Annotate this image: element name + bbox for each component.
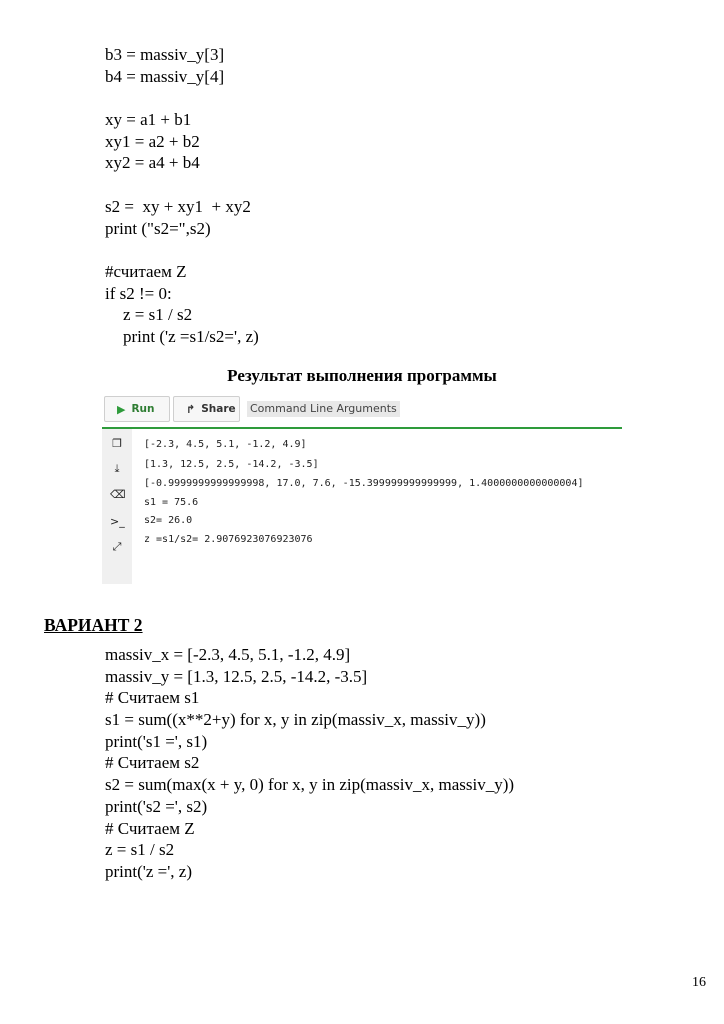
terminal-icon[interactable]: >_ bbox=[110, 515, 125, 528]
code-line: b4 = massiv_y[4] bbox=[105, 66, 225, 86]
code-line: s2 = sum(max(x + y, 0) for x, y in zip(massiv_x, massiv_y)) bbox=[105, 775, 515, 795]
share-icon: ↱ bbox=[186, 402, 196, 416]
code-line: print ("s2=",s2) bbox=[105, 218, 211, 238]
run-button[interactable] bbox=[104, 396, 170, 422]
code-line: s1 = sum((x**2+y) for x, y in zip(massiv_x, massiv_y)) bbox=[105, 710, 486, 730]
code-line: print ('z =s1/s2=', z) bbox=[123, 326, 259, 346]
output-line: z =s1/s2= 2.9076923076923076 bbox=[144, 534, 313, 545]
output-line: s2= 26.0 bbox=[144, 515, 193, 526]
page-number: 16 bbox=[692, 975, 706, 990]
code-block-2 bbox=[105, 644, 514, 883]
share-button[interactable] bbox=[173, 396, 240, 422]
copy-icon[interactable]: ❐ bbox=[112, 437, 122, 450]
expand-icon[interactable]: ⤢ bbox=[112, 540, 122, 553]
blank-line bbox=[105, 239, 259, 261]
download-icon[interactable]: ⤓ bbox=[114, 462, 120, 475]
code-block-1 bbox=[105, 44, 259, 348]
code-line: z = s1 / s2 bbox=[105, 840, 175, 860]
blank-line bbox=[105, 87, 259, 109]
output-console bbox=[132, 429, 622, 584]
code-line: #считаем Z bbox=[105, 261, 187, 281]
code-line: s2 = xy + xy1 + xy2 bbox=[105, 196, 251, 216]
toolbar bbox=[102, 392, 622, 429]
run-label: Run bbox=[131, 403, 155, 415]
code-line: xy2 = a4 + b4 bbox=[105, 153, 200, 173]
code-line: z = s1 / s2 bbox=[123, 305, 193, 325]
output-line: [-0.9999999999999998, 17.0, 7.6, -15.399999999999999, 1.4000000000000004] bbox=[144, 478, 584, 489]
output-line: [-2.3, 4.5, 5.1, -1.2, 4.9] bbox=[144, 439, 307, 450]
code-line: # Считаем s2 bbox=[105, 753, 200, 773]
output-line: [1.3, 12.5, 2.5, -14.2, -3.5] bbox=[144, 459, 319, 470]
output-line: s1 = 75.6 bbox=[144, 497, 199, 508]
code-line: xy1 = a2 + b2 bbox=[105, 131, 200, 151]
code-line: b3 = massiv_y[3] bbox=[105, 45, 225, 64]
section-heading: ВАРИАНТ 2 bbox=[44, 615, 143, 635]
side-toolbar bbox=[102, 429, 132, 584]
blank-line bbox=[105, 174, 259, 196]
code-line: # Считаем Z bbox=[105, 818, 195, 838]
code-line: print('s1 =', s1) bbox=[105, 731, 208, 751]
code-line: if s2 != 0: bbox=[105, 283, 172, 303]
result-caption-text: Результат выполнения программы bbox=[227, 366, 497, 385]
result-caption bbox=[0, 366, 724, 386]
code-line: print('s2 =', s2) bbox=[105, 796, 208, 816]
code-line: print('z =', z) bbox=[105, 861, 192, 881]
compiler-screenshot bbox=[102, 392, 622, 584]
code-line: # Считаем s1 bbox=[105, 688, 200, 708]
code-line: massiv_x = [-2.3, 4.5, 5.1, -1.2, 4.9] bbox=[105, 645, 351, 664]
share-label: Share bbox=[201, 403, 236, 415]
code-line: xy = a1 + b1 bbox=[105, 110, 192, 130]
play-icon: ▶ bbox=[117, 402, 126, 416]
command-line-arguments-input[interactable]: Command Line Arguments bbox=[247, 401, 400, 417]
code-line: massiv_y = [1.3, 12.5, 2.5, -14.2, -3.5] bbox=[105, 666, 368, 686]
clear-icon[interactable]: ⌫ bbox=[110, 488, 126, 501]
